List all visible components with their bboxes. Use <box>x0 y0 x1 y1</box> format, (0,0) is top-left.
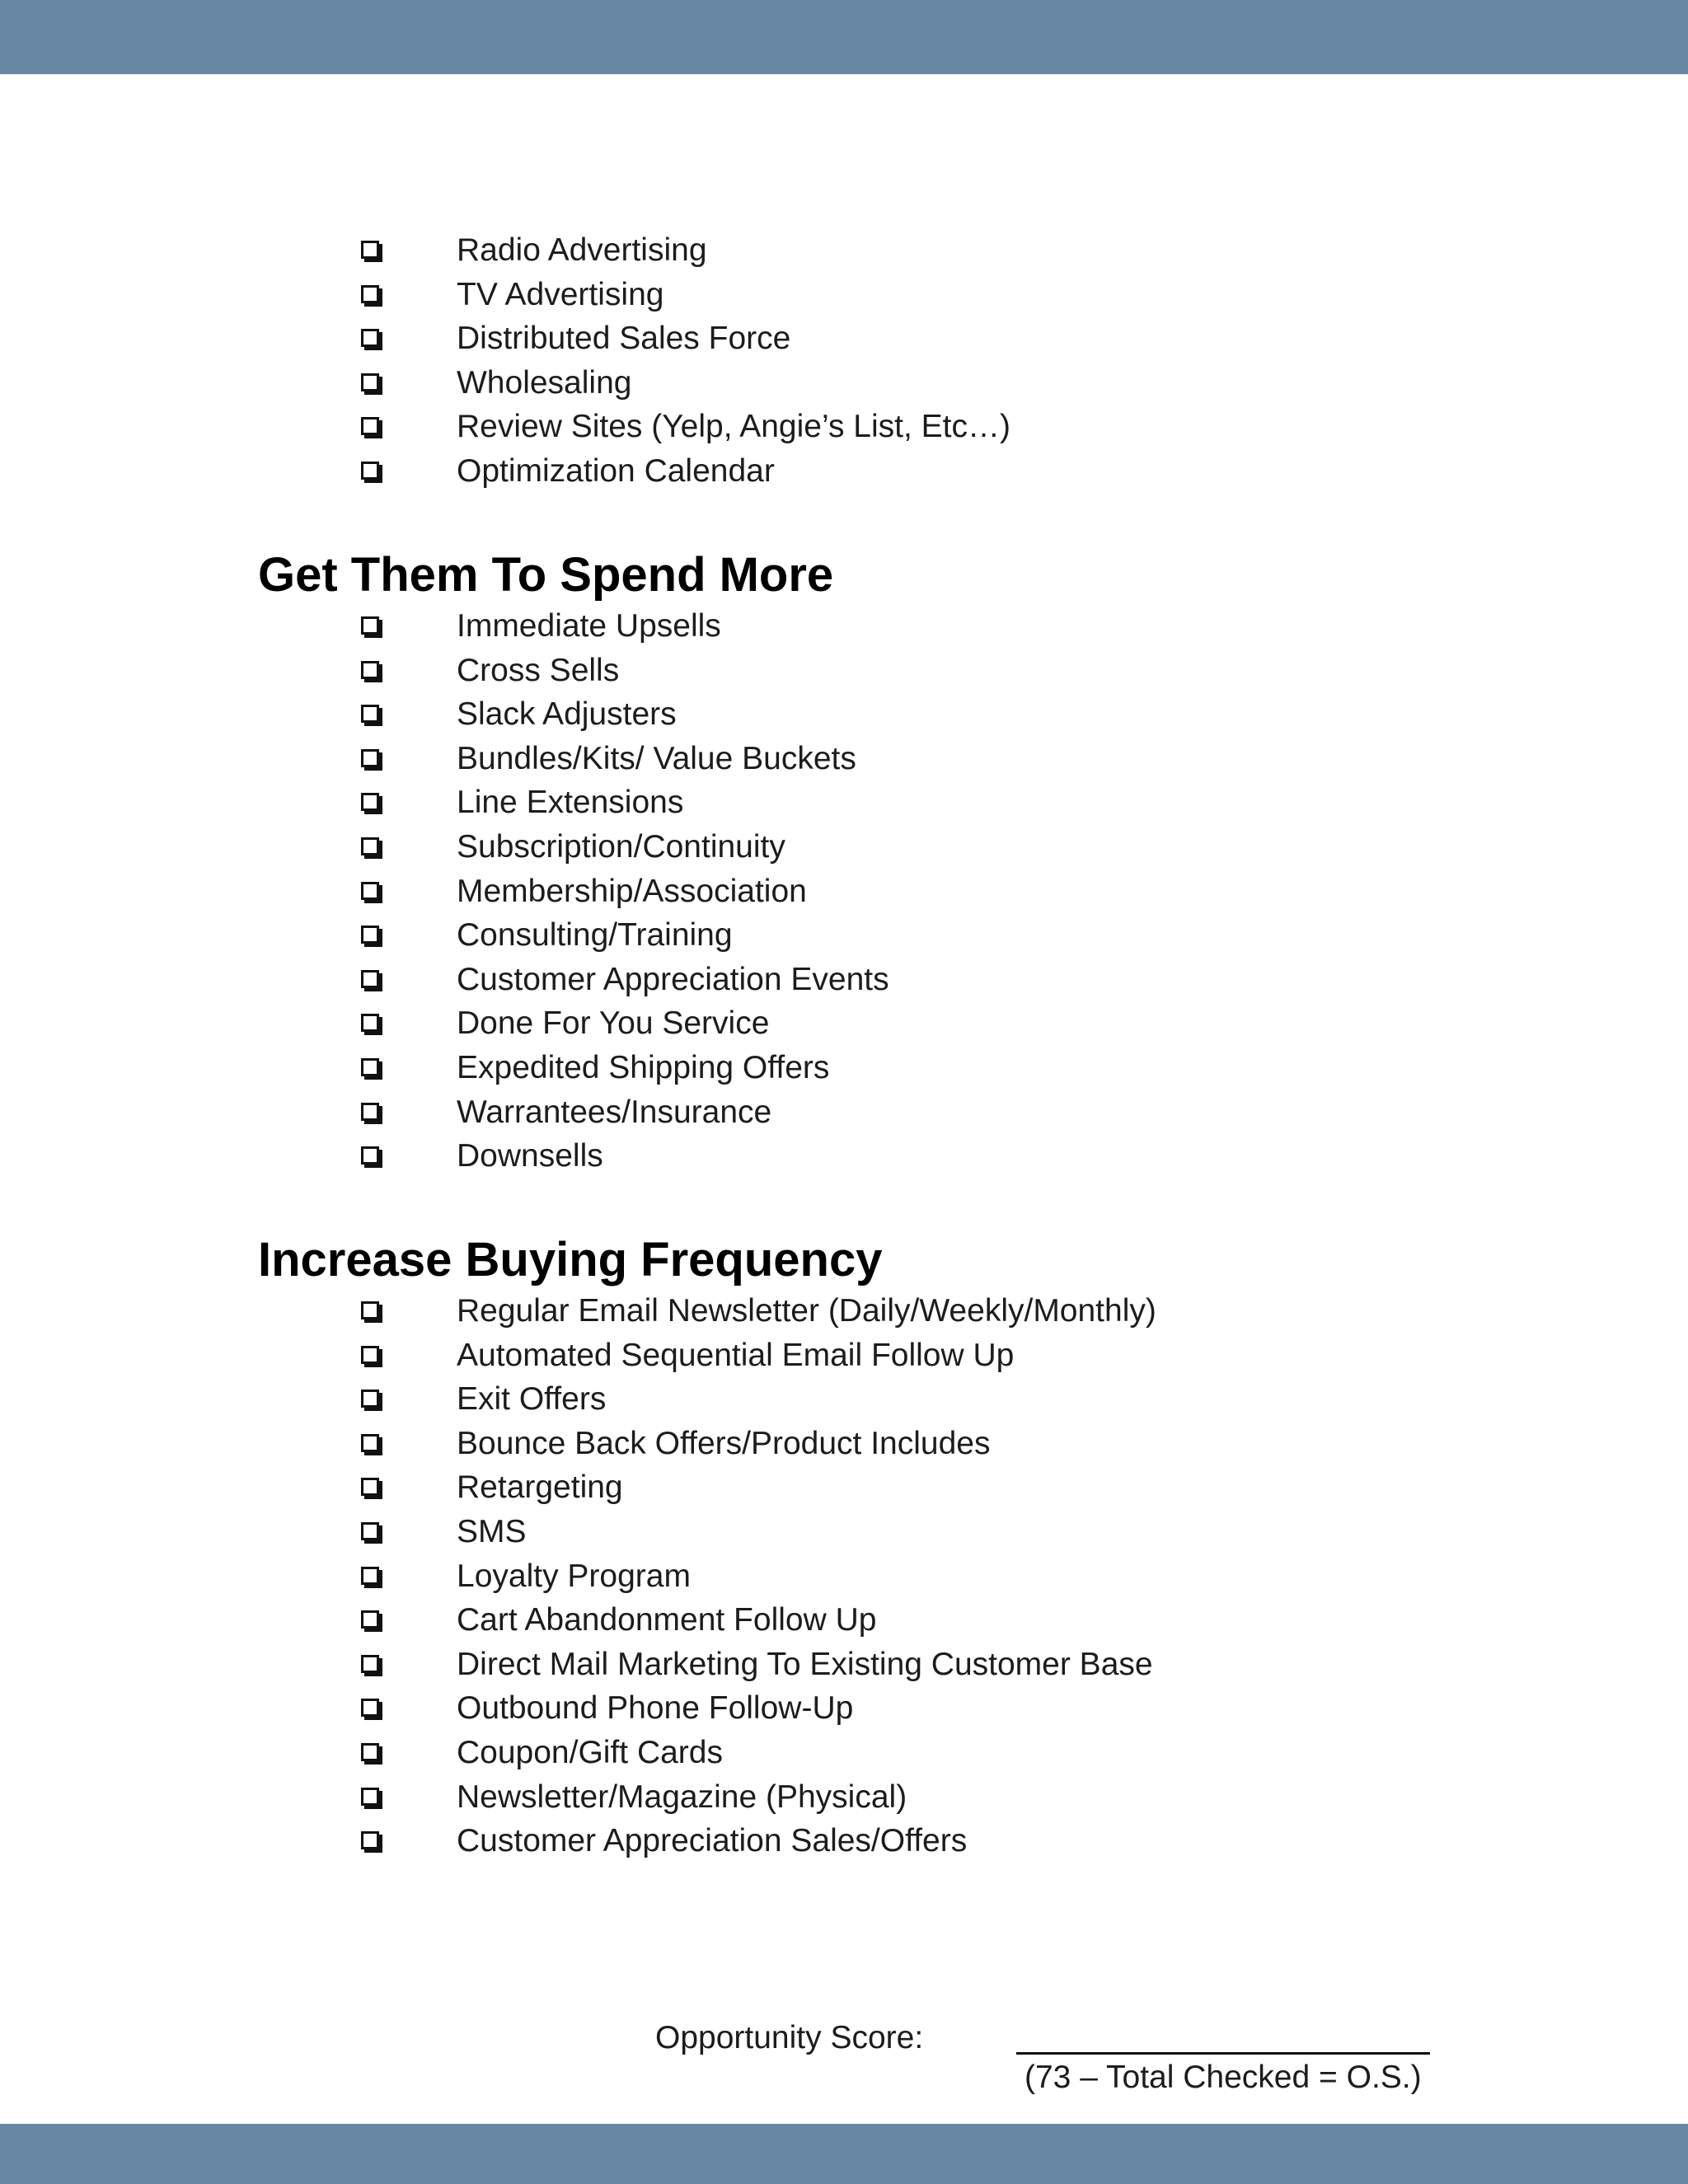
checkbox-icon[interactable] <box>361 661 379 679</box>
checklist-item-label: SMS <box>457 1513 527 1549</box>
checklist-item-label: Radio Advertising <box>457 232 707 268</box>
checkbox-icon[interactable] <box>361 1788 379 1806</box>
checklist-item-label: Coupon/Gift Cards <box>457 1734 723 1770</box>
checklist-item-label: Immediate Upsells <box>457 608 721 644</box>
checklist-item-label: Cross Sells <box>457 652 620 688</box>
checklist-item-label: Bundles/Kits/ Value Buckets <box>457 740 856 776</box>
checklist-item-label: Regular Email Newsletter (Daily/Weekly/Monthly) <box>457 1293 1156 1329</box>
checklist-item-label: Done For You Service <box>457 1005 770 1042</box>
checklist-item-label: Bounce Back Offers/Product Includes <box>457 1425 991 1461</box>
checkbox-icon[interactable] <box>361 329 379 347</box>
checkbox-icon[interactable] <box>361 1655 379 1673</box>
checklist-item-label: Cart Abandonment Follow Up <box>457 1602 877 1638</box>
checklist-item-label: Retargeting <box>457 1469 623 1506</box>
checklist-item-label: Subscription/Continuity <box>457 828 785 865</box>
opportunity-score-blank-line[interactable] <box>1016 2052 1430 2055</box>
checklist-item-label: Optimization Calendar <box>457 452 775 489</box>
checkbox-icon[interactable] <box>361 1014 379 1032</box>
checklist-item-label: Warrantees/Insurance <box>457 1094 772 1130</box>
checkbox-icon[interactable] <box>361 373 379 391</box>
checklist-item-label: Line Extensions <box>457 785 684 821</box>
checklist-item-label: Distributed Sales Force <box>457 321 791 357</box>
checklist-item-label: Loyalty Program <box>457 1558 691 1594</box>
checklist-item-label: Membership/Association <box>457 873 807 909</box>
opportunity-score-label: Opportunity Score: <box>655 2020 924 2055</box>
checklist-item-label: Consulting/Training <box>457 917 733 954</box>
top-header-band <box>0 0 1688 74</box>
checkbox-icon[interactable] <box>361 1831 379 1849</box>
checkbox-icon[interactable] <box>361 926 379 944</box>
checklist-item-label: Automated Sequential Email Follow Up <box>457 1337 1015 1373</box>
checkbox-icon[interactable] <box>361 241 379 259</box>
checkbox-icon[interactable] <box>361 837 379 855</box>
checkbox-icon[interactable] <box>361 705 379 723</box>
checklist-item-label: TV Advertising <box>457 276 664 312</box>
checklist-item-label: Expedited Shipping Offers <box>457 1049 830 1085</box>
checkbox-icon[interactable] <box>361 417 379 435</box>
checklist-item-label: Exit Offers <box>457 1381 607 1418</box>
section-title-spend-more: Get Them To Spend More <box>258 548 834 602</box>
checkbox-icon[interactable] <box>361 1699 379 1717</box>
checkbox-icon[interactable] <box>361 1743 379 1761</box>
opportunity-score-formula: (73 – Total Checked = O.S.) <box>1025 2060 1422 2095</box>
checklist-item-label: Slack Adjusters <box>457 696 677 733</box>
checklist-item-label: Wholesaling <box>457 364 632 401</box>
checkbox-icon[interactable] <box>361 1146 379 1165</box>
checkbox-icon[interactable] <box>361 1103 379 1121</box>
checklist-item-label: Review Sites (Yelp, Angie’s List, Etc…) <box>457 409 1010 445</box>
bottom-footer-band <box>0 2124 1688 2184</box>
checkbox-icon[interactable] <box>361 1058 379 1076</box>
checkbox-icon[interactable] <box>361 1522 379 1540</box>
section-title-buying-frequency: Increase Buying Frequency <box>258 1233 883 1286</box>
checkbox-icon[interactable] <box>361 793 379 811</box>
checkbox-icon[interactable] <box>361 1567 379 1585</box>
checkbox-icon[interactable] <box>361 1610 379 1629</box>
checklist-item-label: Outbound Phone Follow-Up <box>457 1690 854 1727</box>
checkbox-icon[interactable] <box>361 749 379 767</box>
checkbox-icon[interactable] <box>361 462 379 480</box>
checkbox-icon[interactable] <box>361 882 379 900</box>
checkbox-icon[interactable] <box>361 616 379 635</box>
checkbox-icon[interactable] <box>361 1478 379 1496</box>
checkbox-icon[interactable] <box>361 1434 379 1452</box>
checkbox-icon[interactable] <box>361 1301 379 1319</box>
checklist-item-label: Direct Mail Marketing To Existing Customer Base <box>457 1646 1153 1682</box>
checkbox-icon[interactable] <box>361 1390 379 1408</box>
checkbox-icon[interactable] <box>361 285 379 303</box>
checklist-item-label: Newsletter/Magazine (Physical) <box>457 1779 907 1815</box>
checklist-item-label: Customer Appreciation Sales/Offers <box>457 1823 968 1859</box>
checkbox-icon[interactable] <box>361 970 379 988</box>
checklist-item-label: Downsells <box>457 1138 603 1174</box>
checklist-item-label: Customer Appreciation Events <box>457 961 889 997</box>
checkbox-icon[interactable] <box>361 1346 379 1364</box>
